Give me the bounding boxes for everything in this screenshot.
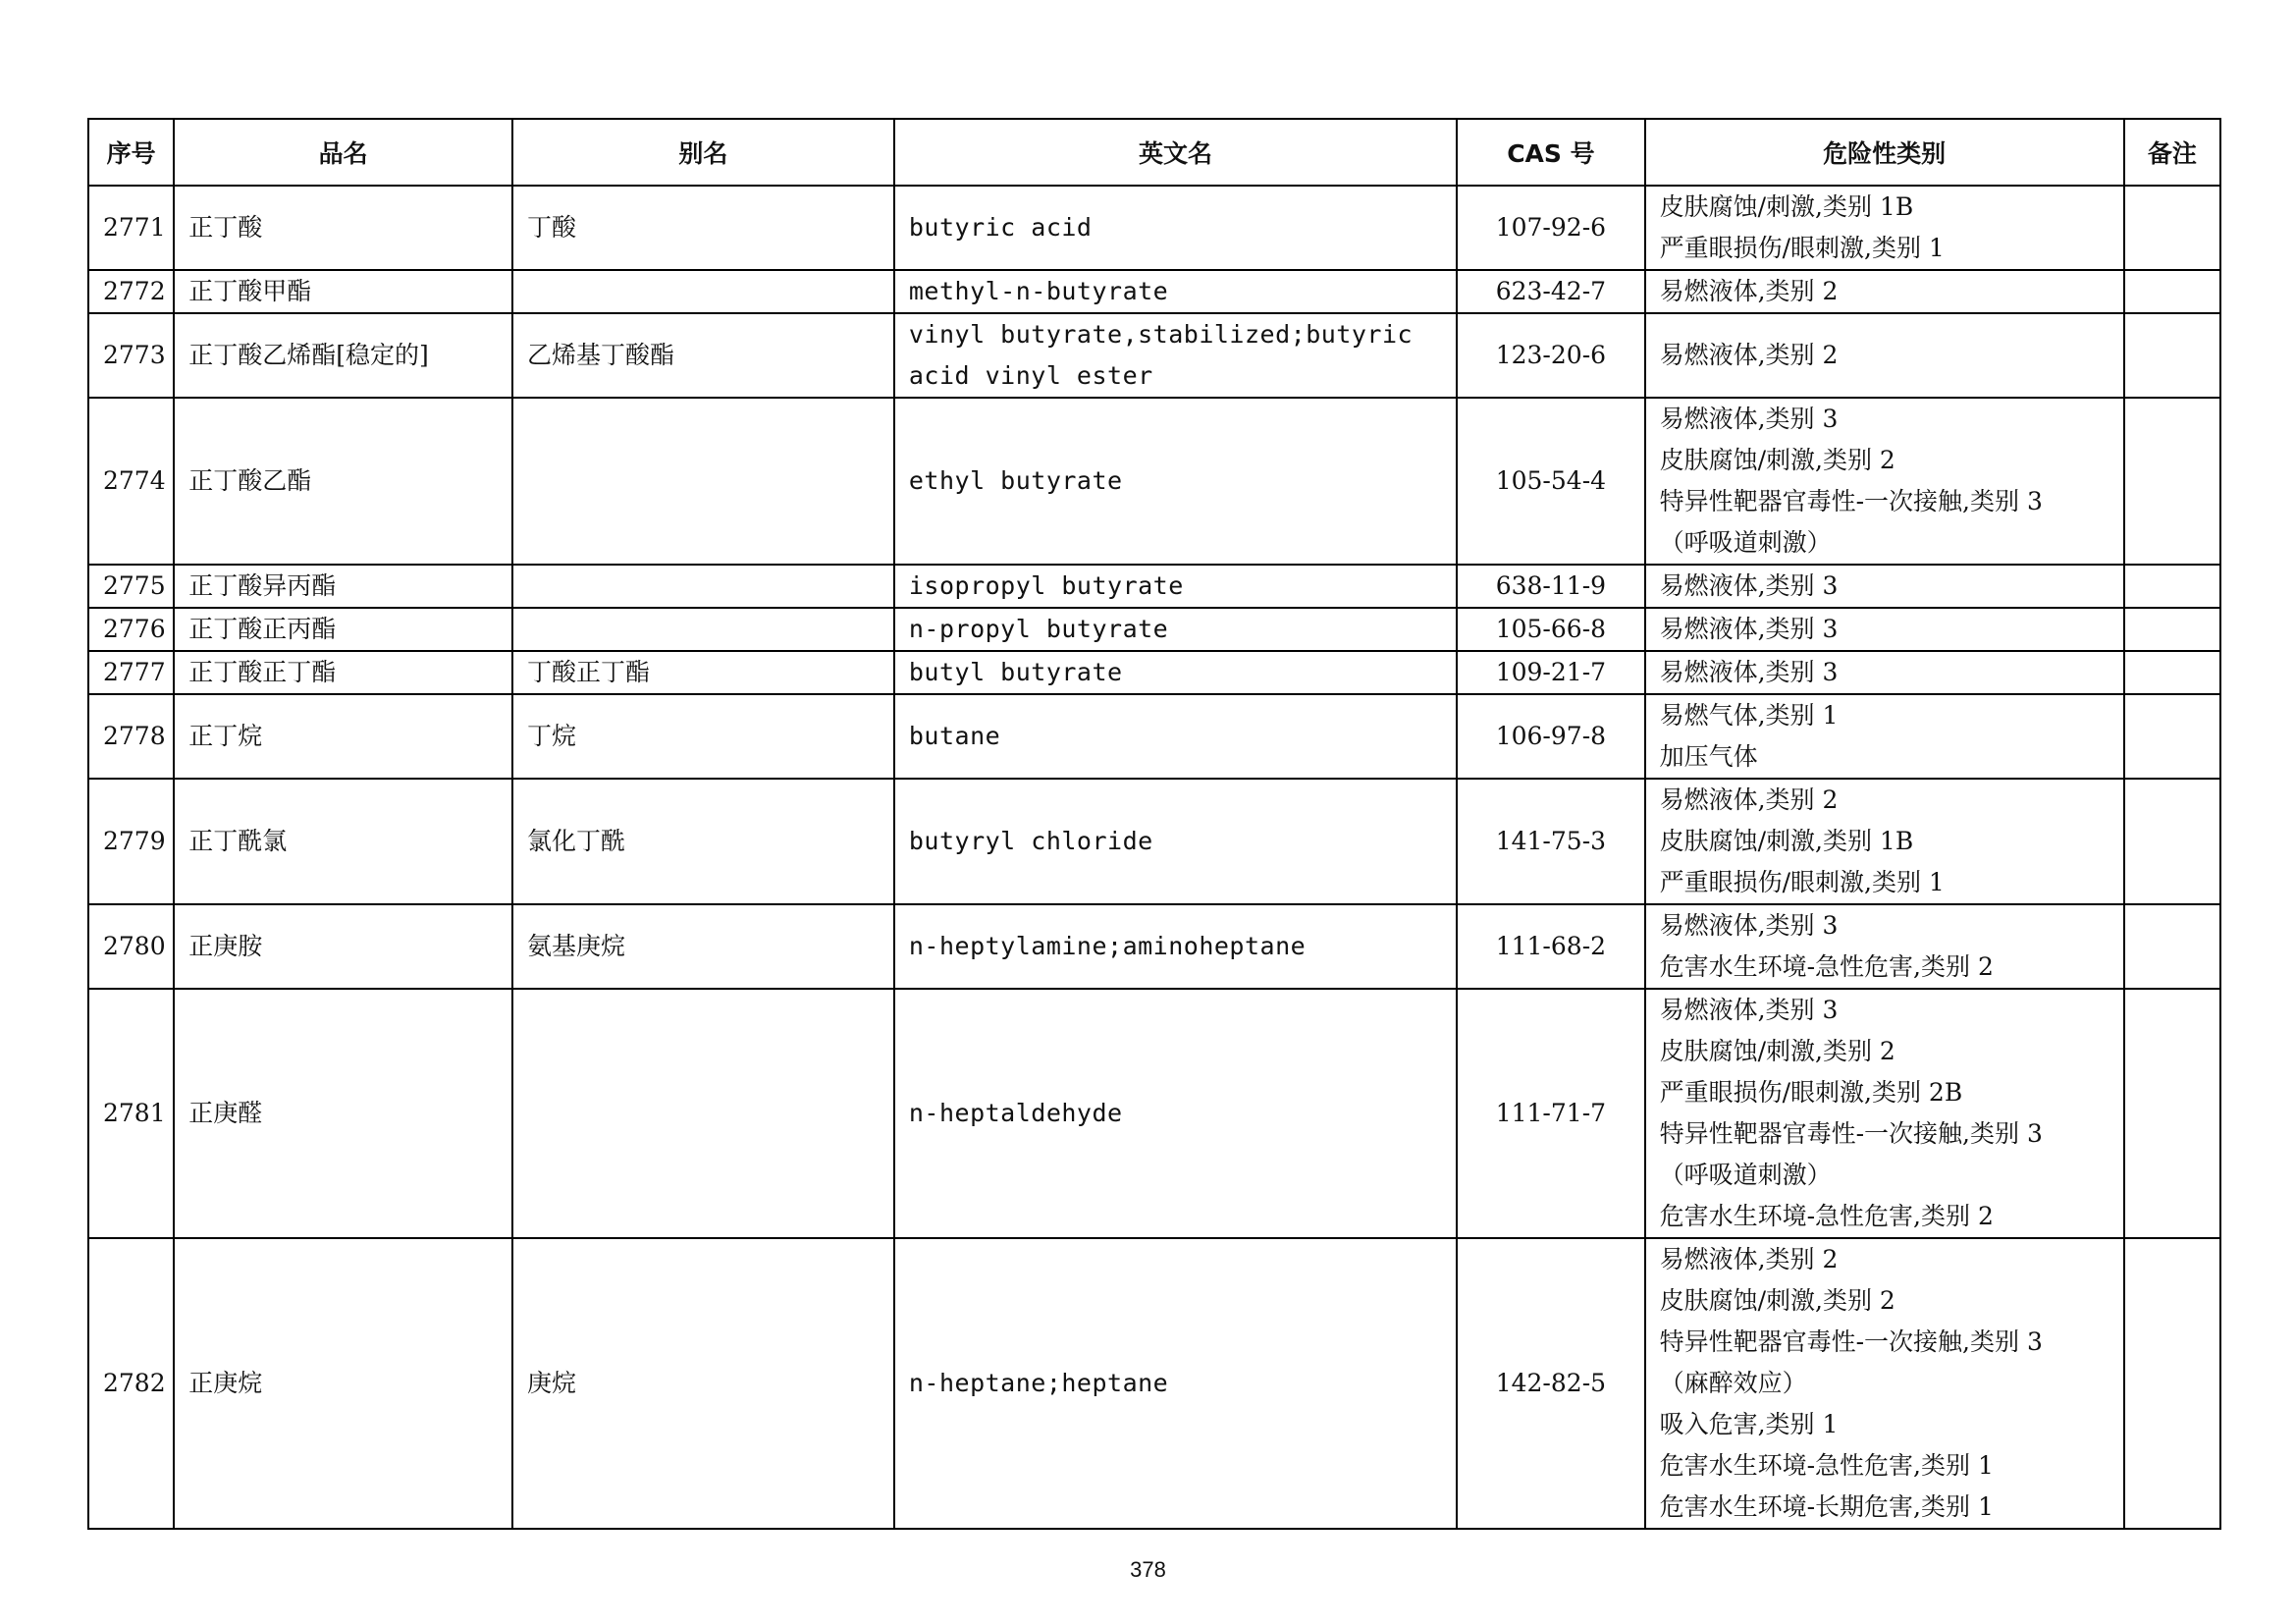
table-row xyxy=(88,904,2220,989)
cell-remark xyxy=(2124,651,2220,694)
hazard-line: 易燃液体,类别 3 xyxy=(1659,658,1839,686)
cell-no: 2771 xyxy=(88,186,174,270)
table-row xyxy=(88,313,2220,398)
hazard-line: 易燃液体,类别 2 xyxy=(1659,277,1839,305)
cell-hazard xyxy=(1645,186,2124,270)
cell-alias: 庚烷 xyxy=(512,1238,894,1529)
cell-name: 正丁酸正丁酯 xyxy=(174,651,512,694)
hazard-line: 加压气体 xyxy=(1659,742,1758,771)
hazard-line: （呼吸道刺激） xyxy=(1659,528,1832,557)
cell-name: 正丁酸 xyxy=(174,186,512,270)
cell-cas: 105-54-4 xyxy=(1457,398,1644,565)
table-row xyxy=(88,694,2220,779)
cell-no: 2772 xyxy=(88,270,174,313)
cell-name: 正庚烷 xyxy=(174,1238,512,1529)
cell-remark xyxy=(2124,694,2220,779)
table-row xyxy=(88,651,2220,694)
cell-english: isopropyl butyrate xyxy=(894,565,1457,608)
hazard-line: 易燃液体,类别 2 xyxy=(1659,1245,1839,1273)
cell-cas: 106-97-8 xyxy=(1457,694,1644,779)
hazard-line: 易燃液体,类别 2 xyxy=(1659,341,1839,369)
cell-hazard xyxy=(1645,565,2124,608)
hazard-line: （麻醉效应） xyxy=(1659,1369,1807,1397)
cell-name: 正丁烷 xyxy=(174,694,512,779)
header-remark: 备注 xyxy=(2124,119,2220,186)
cell-hazard xyxy=(1645,904,2124,989)
header-name: 品名 xyxy=(174,119,512,186)
hazard-line: 危害水生环境-急性危害,类别 2 xyxy=(1659,952,1994,981)
hazard-line: 皮肤腐蚀/刺激,类别 1B xyxy=(1659,192,1914,221)
table-row xyxy=(88,270,2220,313)
header-no: 序号 xyxy=(88,119,174,186)
hazard-line: 严重眼损伤/眼刺激,类别 1 xyxy=(1659,234,1945,262)
cell-cas: 109-21-7 xyxy=(1457,651,1644,694)
cell-alias: 丁酸正丁酯 xyxy=(512,651,894,694)
table-row xyxy=(88,565,2220,608)
cell-alias xyxy=(512,989,894,1238)
header-hazard: 危险性类别 xyxy=(1645,119,2124,186)
cell-english: butyl butyrate xyxy=(894,651,1457,694)
cell-cas: 142-82-5 xyxy=(1457,1238,1644,1529)
hazard-line: 特异性靶器官毒性-一次接触,类别 3 xyxy=(1659,1119,2043,1148)
cell-english: n-propyl butyrate xyxy=(894,608,1457,651)
table-row xyxy=(88,779,2220,904)
hazard-line: 易燃液体,类别 3 xyxy=(1659,996,1839,1024)
header-english: 英文名 xyxy=(894,119,1457,186)
table-row xyxy=(88,989,2220,1238)
cell-alias xyxy=(512,398,894,565)
table-body xyxy=(88,186,2220,1529)
cell-cas: 111-68-2 xyxy=(1457,904,1644,989)
cell-remark xyxy=(2124,608,2220,651)
cell-cas: 123-20-6 xyxy=(1457,313,1644,398)
page-number: 378 xyxy=(1130,1557,1166,1582)
cell-english: butyric acid xyxy=(894,186,1457,270)
cell-alias: 氯化丁酰 xyxy=(512,779,894,904)
cell-remark xyxy=(2124,186,2220,270)
cell-alias: 乙烯基丁酸酯 xyxy=(512,313,894,398)
cell-name: 正庚胺 xyxy=(174,904,512,989)
cell-alias: 丁烷 xyxy=(512,694,894,779)
cell-alias: 丁酸 xyxy=(512,186,894,270)
cell-hazard xyxy=(1645,651,2124,694)
cell-english: n-heptane;heptane xyxy=(894,1238,1457,1529)
hazard-line: 易燃液体,类别 3 xyxy=(1659,571,1839,600)
cell-name: 正庚醛 xyxy=(174,989,512,1238)
cell-no: 2778 xyxy=(88,694,174,779)
cell-hazard xyxy=(1645,779,2124,904)
hazard-line: 易燃液体,类别 3 xyxy=(1659,615,1839,643)
hazard-line: 危害水生环境-急性危害,类别 2 xyxy=(1659,1202,1994,1230)
cell-english: vinyl butyrate,stabilized;butyric acid vinyl ester xyxy=(894,313,1457,398)
cell-english: methyl-n-butyrate xyxy=(894,270,1457,313)
cell-remark xyxy=(2124,270,2220,313)
hazard-line: 易燃气体,类别 1 xyxy=(1659,701,1839,730)
cell-no: 2773 xyxy=(88,313,174,398)
hazard-line: 皮肤腐蚀/刺激,类别 2 xyxy=(1659,446,1896,474)
cell-cas: 141-75-3 xyxy=(1457,779,1644,904)
hazard-line: 危害水生环境-急性危害,类别 1 xyxy=(1659,1451,1994,1480)
cell-cas: 107-92-6 xyxy=(1457,186,1644,270)
table-row xyxy=(88,1238,2220,1529)
cell-name: 正丁酸异丙酯 xyxy=(174,565,512,608)
header-row xyxy=(88,119,2220,186)
cell-hazard xyxy=(1645,608,2124,651)
cell-remark xyxy=(2124,398,2220,565)
cell-name: 正丁酸乙烯酯[稳定的] xyxy=(174,313,512,398)
chemical-table xyxy=(87,118,2221,1530)
cell-alias: 氨基庚烷 xyxy=(512,904,894,989)
cell-no: 2777 xyxy=(88,651,174,694)
cell-no: 2775 xyxy=(88,565,174,608)
cell-cas: 105-66-8 xyxy=(1457,608,1644,651)
table-row xyxy=(88,186,2220,270)
hazard-line: 危害水生环境-长期危害,类别 1 xyxy=(1659,1492,1994,1521)
cell-hazard xyxy=(1645,1238,2124,1529)
cell-alias xyxy=(512,565,894,608)
cell-hazard xyxy=(1645,989,2124,1238)
hazard-line: （呼吸道刺激） xyxy=(1659,1161,1832,1189)
cell-name: 正丁酸乙酯 xyxy=(174,398,512,565)
cell-cas: 623-42-7 xyxy=(1457,270,1644,313)
cell-remark xyxy=(2124,313,2220,398)
cell-alias xyxy=(512,270,894,313)
cell-alias xyxy=(512,608,894,651)
cell-name: 正丁酸甲酯 xyxy=(174,270,512,313)
cell-no: 2776 xyxy=(88,608,174,651)
hazard-line: 严重眼损伤/眼刺激,类别 2B xyxy=(1659,1078,1963,1107)
hazard-line: 皮肤腐蚀/刺激,类别 2 xyxy=(1659,1037,1896,1065)
cell-hazard xyxy=(1645,398,2124,565)
hazard-line: 特异性靶器官毒性-一次接触,类别 3 xyxy=(1659,487,2043,515)
cell-no: 2779 xyxy=(88,779,174,904)
cell-cas: 638-11-9 xyxy=(1457,565,1644,608)
cell-english: butane xyxy=(894,694,1457,779)
header-cas: CAS 号 xyxy=(1457,119,1644,186)
cell-remark xyxy=(2124,904,2220,989)
cell-remark xyxy=(2124,779,2220,904)
cell-hazard xyxy=(1645,313,2124,398)
cell-hazard xyxy=(1645,694,2124,779)
cell-remark xyxy=(2124,565,2220,608)
header-alias: 别名 xyxy=(512,119,894,186)
hazard-line: 易燃液体,类别 2 xyxy=(1659,785,1839,814)
hazard-line: 易燃液体,类别 3 xyxy=(1659,911,1839,940)
cell-cas: 111-71-7 xyxy=(1457,989,1644,1238)
cell-english: n-heptylamine;aminoheptane xyxy=(894,904,1457,989)
cell-name: 正丁酰氯 xyxy=(174,779,512,904)
cell-english: n-heptaldehyde xyxy=(894,989,1457,1238)
cell-english: ethyl butyrate xyxy=(894,398,1457,565)
cell-name: 正丁酸正丙酯 xyxy=(174,608,512,651)
cell-english: butyryl chloride xyxy=(894,779,1457,904)
cell-no: 2782 xyxy=(88,1238,174,1529)
cell-remark xyxy=(2124,989,2220,1238)
hazard-line: 吸入危害,类别 1 xyxy=(1659,1410,1839,1438)
hazard-line: 皮肤腐蚀/刺激,类别 2 xyxy=(1659,1286,1896,1315)
hazard-line: 严重眼损伤/眼刺激,类别 1 xyxy=(1659,868,1945,896)
hazard-line: 皮肤腐蚀/刺激,类别 1B xyxy=(1659,827,1914,855)
table-row xyxy=(88,608,2220,651)
hazard-line: 易燃液体,类别 3 xyxy=(1659,405,1839,433)
cell-no: 2774 xyxy=(88,398,174,565)
cell-no: 2780 xyxy=(88,904,174,989)
cell-remark xyxy=(2124,1238,2220,1529)
table-row xyxy=(88,398,2220,565)
cell-no: 2781 xyxy=(88,989,174,1238)
cell-hazard xyxy=(1645,270,2124,313)
hazard-line: 特异性靶器官毒性-一次接触,类别 3 xyxy=(1659,1327,2043,1356)
